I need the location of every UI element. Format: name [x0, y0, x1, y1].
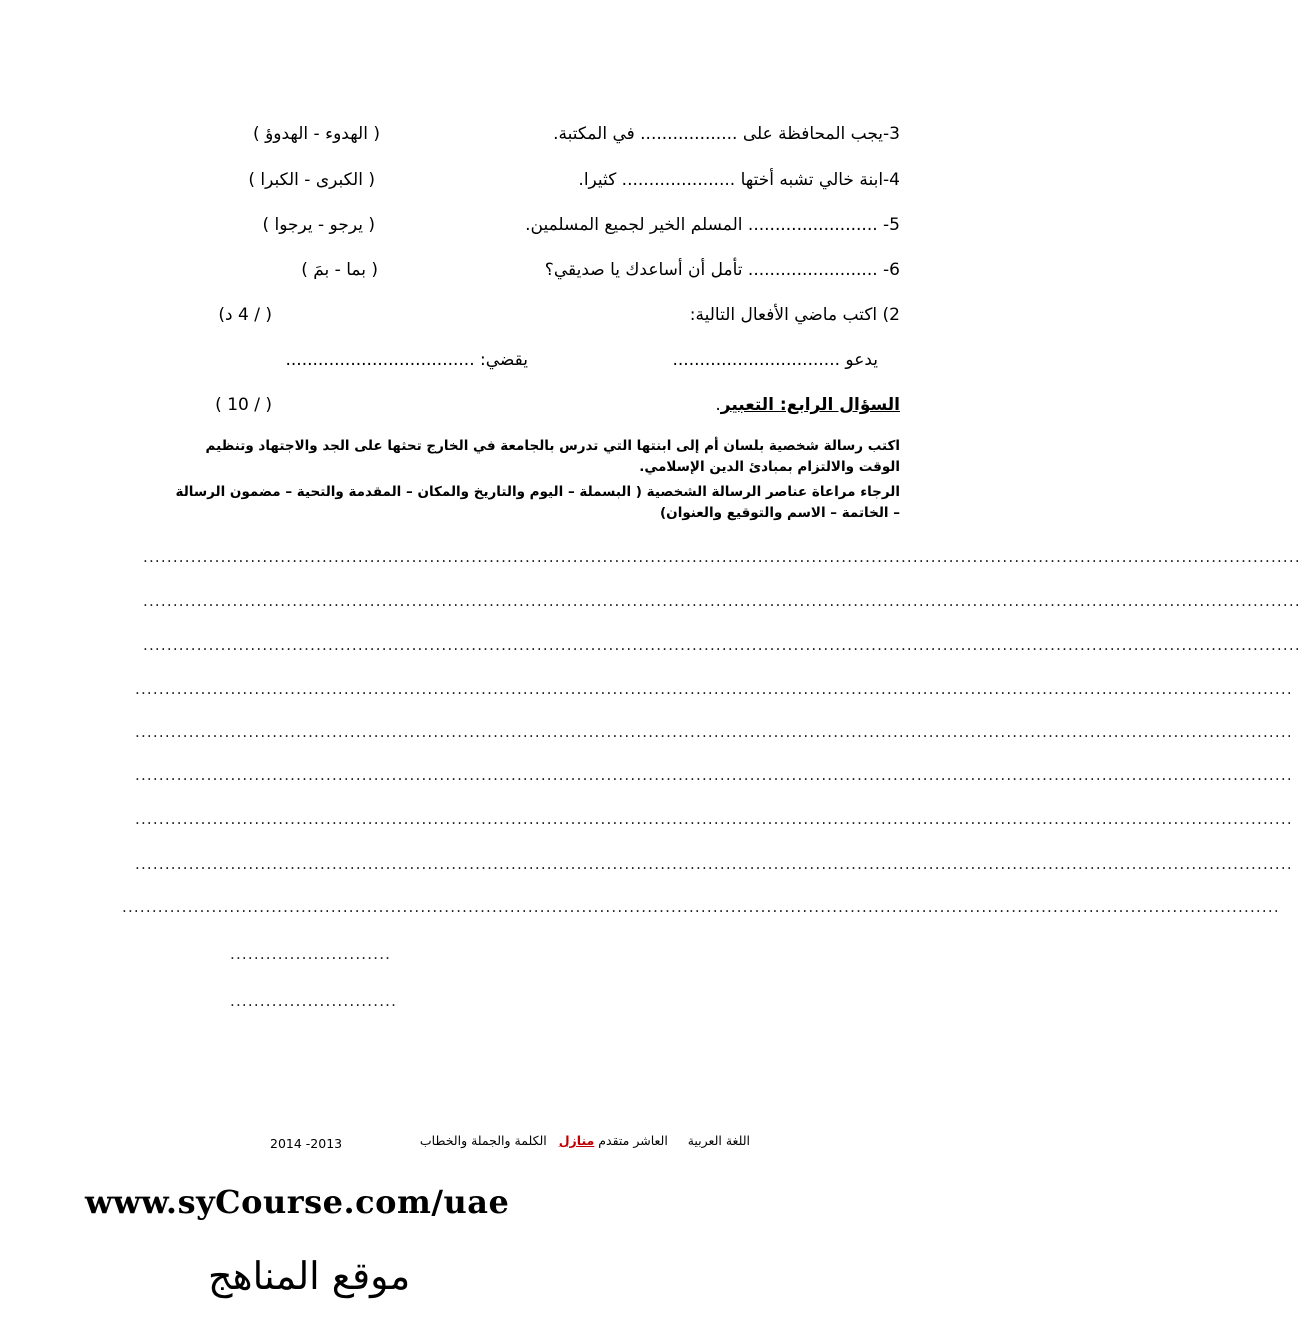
options-5: ( يرجو - يرجوا ) [262, 215, 375, 235]
writing-line: .................................................................................................................................................................................................. [135, 810, 1293, 828]
writing-line: .................................................................................................................................................................................................. [143, 592, 1301, 610]
footer-grade: العاشر متقدم [598, 1133, 668, 1148]
writing-line: .................................................................................................................................................................................................. [143, 636, 1301, 654]
writing-line: .................................................................................................................................................................................................. [135, 680, 1293, 698]
instruction-2: الرجاء مراعاة عناصر الرسالة الشخصية ( البسملة – اليوم والتاريخ والمكان – المقدمة والتحية – مضمون الرسالة – الخاتمة – الاسم والتوقيع والعنوان) [175, 484, 900, 521]
options-3: ( الهدوء - الهدوؤ ) [253, 124, 380, 144]
question-3: 3-يجب المحافظة على .................. في المكتبة. [553, 124, 900, 144]
writing-line: .................................................................................................................................................................................................. [135, 855, 1293, 873]
site-url: www.syCourse.com/uae [85, 1183, 510, 1221]
question-5: 5- ........................ المسلم الخير لجميع المسلمين. [525, 215, 900, 235]
footer-subject: اللغة العربية [687, 1133, 750, 1148]
footer-highlight: منازل [558, 1133, 595, 1148]
section4-title [715, 395, 900, 415]
writing-line: .................................................................................................................................................................................................. [135, 723, 1293, 741]
instruction-1: اكتب رسالة شخصية بلسان أم إلى ابنتها التي تدرس بالجامعة في الخارج تحثها على الجد والاجتهاد وتنظيم الوقت والالتزام بمبادئ الدين الإسلامي. [205, 438, 900, 475]
writing-line: .................................................................................................................................................................................................. [122, 898, 1280, 916]
verb-2: يقضي: ................................... [285, 350, 528, 370]
question-6: 6- ........................ تأمل أن أساعدك يا صديقي؟ [544, 260, 900, 280]
writing-line: .................................................................................................................................................................................................. [135, 766, 1293, 784]
section2-title: 2) اكتب ماضي الأفعال التالية: [689, 305, 900, 325]
options-4: ( الكبرى - الكبرا ) [248, 170, 375, 190]
section2-score: ( / 4 د) [218, 305, 272, 325]
verb-1: يدعو ............................... [672, 350, 878, 370]
section4-title-end: . [715, 395, 721, 415]
footer-year: 2014 -2013 [270, 1136, 343, 1151]
section4-title-text: السؤال الرابع: التعبير [720, 395, 900, 415]
footer-unit: الكلمة والجملة والخطاب [419, 1133, 547, 1148]
footer-info [420, 1133, 750, 1148]
signoff-line-2: ............................ [230, 992, 398, 1010]
question-4: 4-ابنة خالي تشبه أختها ..................... كثيرا. [578, 170, 900, 190]
section4-score: ( / 10 ) [215, 395, 272, 415]
signoff-line-1: ........................... [230, 945, 392, 963]
writing-line: .................................................................................................................................................................................................. [143, 548, 1301, 566]
site-name-logo: موقع المناهج [208, 1254, 411, 1298]
options-6: ( بما - بمَ ) [301, 260, 378, 280]
